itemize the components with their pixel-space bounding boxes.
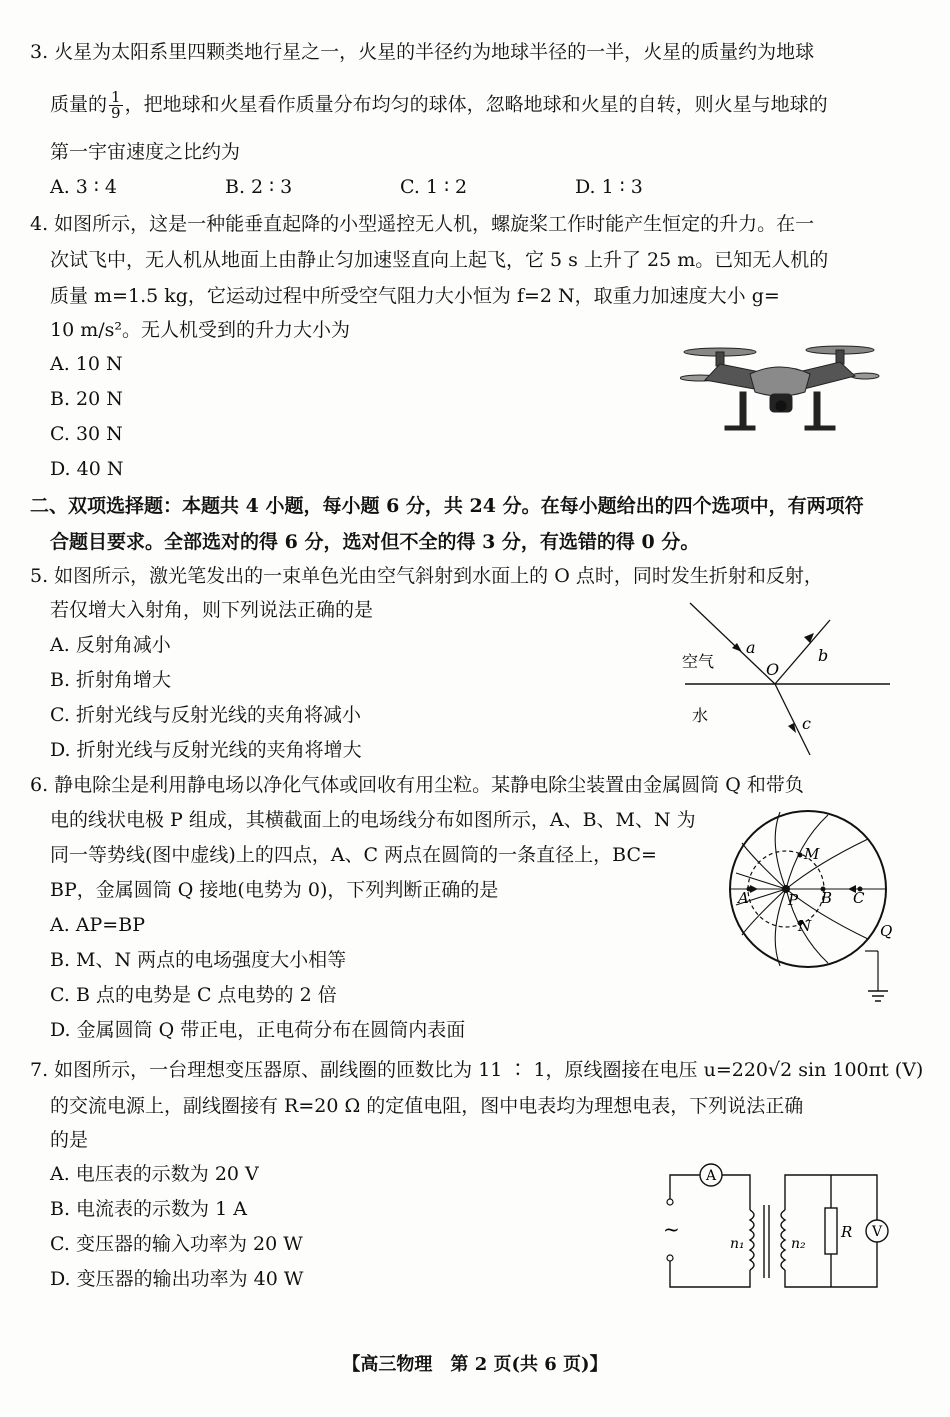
label-point-b: B <box>821 889 833 907</box>
q7-option-d: D. 变压器的输出功率为 40 W <box>50 1268 304 1290</box>
label-point-p: P <box>788 891 799 909</box>
q4-line-4: 10 m/s²。无人机受到的升力大小为 <box>50 319 351 341</box>
q7-option-a: A. 电压表的示数为 20 V <box>50 1163 259 1185</box>
q3-line-3: 第一宇宙速度之比约为 <box>50 141 241 163</box>
label-water: 水 <box>692 706 709 725</box>
label-resistor-r: R <box>841 1223 853 1241</box>
q6-line-2: 电的线状电极 P 组成，其横截面上的电场线分布如图所示，A、B、M、N 为 <box>50 809 696 831</box>
q4-option-a: A. 10 N <box>50 353 123 375</box>
label-n1: n₁ <box>730 1236 745 1252</box>
q3-option-d: D. 1 ∶ 3 <box>575 176 643 198</box>
ammeter-label: A <box>706 1168 717 1184</box>
electric-field-diagram <box>728 803 928 1008</box>
q4-line-2: 次试飞中，无人机从地面上由静止匀加速竖直向上起飞，它 5 s 上升了 25 m。已知无人机的 <box>50 249 829 271</box>
q3-line-2b: ，把地球和火星看作质量分布均匀的球体，忽略地球和火星的自转，则火星与地球的 <box>124 93 828 116</box>
q7-option-c: C. 变压器的输入功率为 20 W <box>50 1233 303 1255</box>
q3-line-1: 3. 火星为太阳系里四颗类地行星之一，火星的半径约为地球半径的一半，火星的质量约为地球 <box>30 41 815 63</box>
label-point-a: A <box>738 889 749 907</box>
q3-option-c: C. 1 ∶ 2 <box>400 176 468 198</box>
q6-line-1: 6. 静电除尘是利用静电场以净化气体或回收有用尘粒。某静电除尘装置由金属圆筒 Q 和带负 <box>30 774 804 796</box>
q5-line-2: 若仅增大入射角，则下列说法正确的是 <box>50 599 374 621</box>
label-cylinder-q: Q <box>880 922 893 940</box>
q6-line-4: BP，金属圆筒 Q 接地(电势为 0)，下列判断正确的是 <box>50 879 499 901</box>
voltmeter-label: V <box>872 1224 883 1240</box>
q3-line-2a: 质量的 <box>50 93 108 116</box>
transformer-circuit <box>655 1160 895 1295</box>
refraction-diagram <box>680 595 895 760</box>
q3-options <box>50 176 750 198</box>
q5-line-1: 5. 如图所示，激光笔发出的一束单色光由空气斜射到水面上的 O 点时，同时发生折射和反射， <box>30 565 823 587</box>
fraction-one-ninth <box>109 90 123 121</box>
page-footer: 【高三物理 第 2 页(共 6 页)】 <box>342 1354 608 1375</box>
q5-option-b: B. 折射角增大 <box>50 669 172 691</box>
q3-line-2 <box>50 90 828 121</box>
section-2-line-2: 合题目要求。全部选对的得 6 分，选对但不全的得 3 分，有选错的得 0 分。 <box>50 531 700 553</box>
label-point-c: C <box>853 889 865 907</box>
label-point-m: M <box>804 845 820 863</box>
q5-option-a: A. 反射角减小 <box>50 634 171 656</box>
q4-line-3: 质量 m=1.5 kg，它运动过程中所受空气阻力大小恒为 f=2 N，取重力加速度大小 g= <box>50 285 780 307</box>
q4-option-b: B. 20 N <box>50 388 123 410</box>
fraction-denominator: 9 <box>111 104 121 122</box>
q7-option-b: B. 电流表的示数为 1 A <box>50 1198 247 1220</box>
q4-option-d: D. 40 N <box>50 458 124 480</box>
fraction-numerator: 1 <box>111 88 121 106</box>
q7-line-1: 7. 如图所示，一台理想变压器原、副线圈的匝数比为 11 ∶ 1，原线圈接在电压 u=220√2 sin 100πt (V) <box>30 1059 924 1081</box>
q6-line-3: 同一等势线(图中虚线)上的四点，A、C 两点在圆筒的一条直径上，BC= <box>50 844 657 866</box>
q6-option-a: A. AP=BP <box>50 914 145 936</box>
q3-option-a: A. 3 ∶ 4 <box>50 176 118 198</box>
q5-option-c: C. 折射光线与反射光线的夹角将减小 <box>50 704 361 726</box>
q6-option-b: B. M、N 两点的电场强度大小相等 <box>50 949 347 971</box>
q3-option-b: B. 2 ∶ 3 <box>225 176 293 198</box>
label-air: 空气 <box>682 652 715 671</box>
q4-line-1: 4. 如图所示，这是一种能垂直起降的小型遥控无人机，螺旋桨工作时能产生恒定的升力。在一 <box>30 213 815 235</box>
drone-figure <box>680 330 880 440</box>
q5-option-d: D. 折射光线与反射光线的夹角将增大 <box>50 739 362 761</box>
q6-option-c: C. B 点的电势是 C 点电势的 2 倍 <box>50 984 337 1006</box>
label-ray-a: a <box>746 638 756 657</box>
label-point-n: N <box>798 917 812 935</box>
q4-option-c: C. 30 N <box>50 423 123 445</box>
q7-line-3: 的是 <box>50 1129 89 1151</box>
q7-line-2: 的交流电源上，副线圈接有 R=20 Ω 的定值电阻，图中电表均为理想电表，下列说法正确 <box>50 1095 804 1117</box>
label-ray-b: b <box>818 646 829 665</box>
ac-source-symbol: ~ <box>663 1217 680 1241</box>
section-2-line-1: 二、双项选择题：本题共 4 小题，每小题 6 分，共 24 分。在每小题给出的四个选项中，有两项符 <box>30 495 864 517</box>
label-ray-c: c <box>802 714 811 733</box>
label-point-o: O <box>766 660 780 679</box>
q6-option-d: D. 金属圆筒 Q 带正电，正电荷分布在圆筒内表面 <box>50 1019 466 1041</box>
label-n2: n₂ <box>791 1236 806 1252</box>
